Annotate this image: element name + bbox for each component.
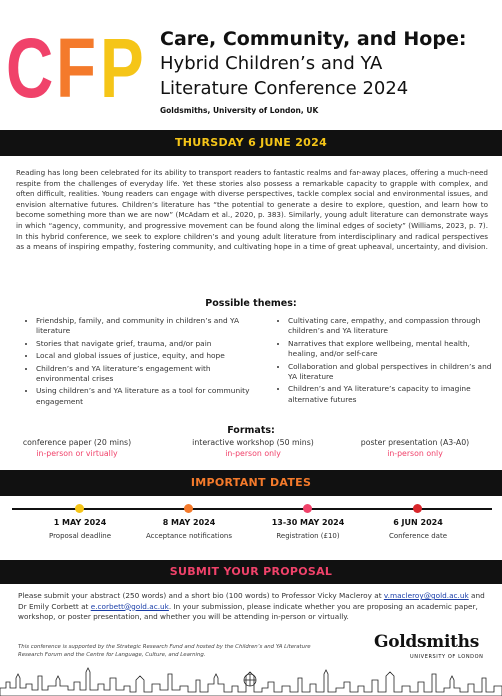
format-poster	[340, 438, 490, 459]
theme-item: • Children’s and YA literature’s engagement with environmental crises	[36, 364, 260, 385]
date-value: 8 MAY 2024	[162, 518, 216, 527]
goldsmiths-logo-subtitle: UNIVERSITY OF LONDON	[410, 654, 484, 660]
format-name: conference paper (20 mins)	[22, 438, 132, 447]
themes-left-column	[24, 316, 260, 409]
theme-item: • Friendship, family, and community in children’s and YA literature	[36, 316, 260, 337]
submission-instructions	[18, 591, 488, 623]
format-name: poster presentation (A3-A0)	[360, 438, 470, 447]
intro-paragraph: Reading has long been celebrated for its ability to transport readers to fantastic realms and far-away places, offering a much-need respite from the challenges of everyday life. Yet these stories also possess a remarkable capacity to grapple with complex, and often difficult, realities. Young readers can engage with diverse perspectives, tackle complex social and environmental issues, and envision alternative futures. Children’s literature has “the potential to generate a desire to explore, question, and learn how to become something more than we are now” (McAdam et al., 2020, p. 383). Similarly, young adult literature can demonstrate ways in which “agency, community, and progressive movement can be found along the liminal edges of society” (Williams, 2023, p. 7). In this hybrid conference, we seek to explore children’s and young adult literature from interdisciplinary and radical perspectives as a means of inspiring empathy, fostering community, and cultivating hope in a time of great upheaval, uncertainty, and division.	[16, 168, 488, 252]
format-mode: in-person only	[225, 448, 281, 458]
format-conference-paper	[2, 438, 152, 459]
date-label: Acceptance notifications	[146, 532, 232, 540]
theme-item: • Stories that navigate grief, trauma, and/or pain	[36, 339, 260, 349]
submit-text-part2: and Dr Emily Corbett at	[18, 591, 485, 611]
date-banner	[0, 130, 502, 156]
date-value: 6 JUN 2024	[393, 518, 443, 527]
theme-item: • Children’s and YA literature’s capacity to imagine alternative futures	[288, 384, 492, 405]
date-value: 13-30 MAY 2024	[271, 518, 345, 527]
timeline-dot-4	[413, 504, 422, 513]
themes-title: Possible themes:	[205, 298, 297, 309]
formats-title: Formats:	[227, 425, 275, 436]
format-workshop	[178, 438, 328, 459]
venue: Goldsmiths, University of London, UK	[160, 106, 319, 115]
london-skyline-illustration	[0, 666, 502, 696]
submit-text-part3: . In your submission, please indicate whether you are proposing an academic paper, workshop, or poster presentation, and whether you will be attending in-person or virtually.	[18, 601, 478, 622]
theme-item: • Local and global issues of justice, equity, and hope	[36, 351, 260, 361]
support-note: This conference is supported by the Strategic Research Fund and hosted by the Children’s and YA Literature Research Forum and the Centre for Language, Culture, and Learning.	[18, 644, 311, 658]
date-label: Registration (£10)	[276, 532, 340, 540]
theme-item: • Cultivating care, empathy, and compassion through children’s and YA literature	[288, 316, 492, 337]
cfp-logo-p: P	[100, 21, 144, 115]
date-label: Conference date	[388, 532, 447, 540]
goldsmiths-logo: Goldsmiths	[374, 632, 480, 652]
date-banner-text: THURSDAY 6 JUNE 2024	[174, 136, 328, 149]
timeline-dot-1	[75, 504, 84, 513]
email-link-corbett[interactable]: e.corbett@gold.ac.uk	[90, 601, 169, 611]
date-label: Proposal deadline	[48, 532, 112, 540]
conference-title-line2: Hybrid Children’s and YA	[160, 53, 383, 74]
timeline-dot-3	[303, 504, 312, 513]
submit-banner-text: SUBMIT YOUR PROPOSAL	[169, 565, 333, 578]
email-link-macleroy[interactable]: v.macleroy@gold.ac.uk	[383, 591, 469, 600]
important-dates-banner	[0, 470, 502, 496]
conference-title-line1: Care, Community, and Hope:	[160, 28, 467, 50]
theme-item: • Narratives that explore wellbeing, mental health, healing, and/or self-care	[288, 339, 492, 360]
cfp-logo-c: C	[6, 21, 52, 115]
theme-item: • Using children’s and YA literature as a tool for community engagement	[36, 386, 260, 407]
date-value: 1 MAY 2024	[53, 518, 107, 527]
timeline-dot-2	[184, 504, 193, 513]
cfp-logo-f: F	[56, 21, 97, 115]
format-name: interactive workshop (50 mins)	[192, 438, 314, 447]
conference-title-line3: Literature Conference 2024	[160, 78, 409, 99]
important-dates-text: IMPORTANT DATES	[190, 476, 312, 489]
theme-item: • Collaboration and global perspectives in children’s and YA literature	[288, 362, 492, 383]
format-mode: in-person only	[387, 448, 443, 458]
themes-right-column	[276, 316, 492, 407]
submit-banner	[0, 560, 502, 584]
submit-text-part1: Please submit your abstract (250 words) and a short bio (100 words) to Professor Vicky Macleroy at	[18, 591, 384, 600]
format-mode: in-person or virtually	[36, 448, 118, 458]
